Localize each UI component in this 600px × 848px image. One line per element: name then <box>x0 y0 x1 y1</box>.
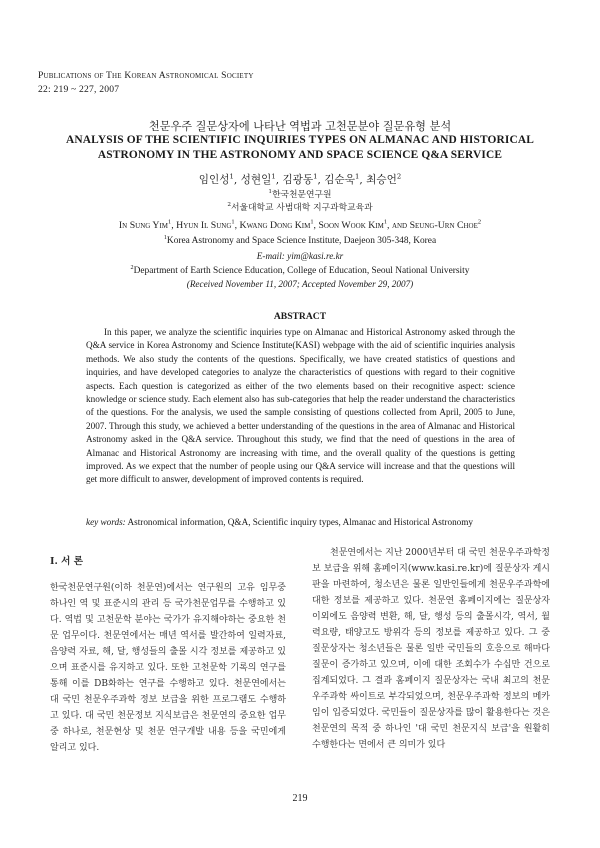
author-en: Hyun Il Sung <box>176 220 232 231</box>
email: E-mail: yim@kasi.re.kr <box>256 251 344 261</box>
author-ko: 최승언 <box>366 174 397 186</box>
author-sup: 2 <box>477 218 482 226</box>
author-ko: 성현일 <box>240 174 272 186</box>
author-sup: 1 <box>271 172 276 181</box>
affiliation-text: 한국천문연구원 <box>272 190 332 200</box>
body-paragraph: 천문연에서는 지난 2000년부터 대 국민 천문우주과학정보 보급을 위해 홈페이지(www.kasi.re.kr)에 질문상자 게시판을 마련하여, 청소년은 물론 일반인들에게 천문우주과학에 대한 정보를 제공하고 있다. 천문연 홈페이지에는 질문상자 이외에도 음양력 변환, 해, 달, 행성 등의 출몰시각, 역서, 월력요량, 태양고도 방위각 등의 정보를 제공하고 있다. 그 중 질문상자는 청소년들은 물론 일반 국민들의 호응으로 해마다 질문이 증가하고 있으며, 이에 대한 조회수가 수십만 건으로 집계되었다. 그 결과 홈페이지 질문상자는 국내 최고의 천문우주과학 싸이트로 부각되었으며, 천문우주과학 정보의 메카임이 입증되었다. 국민들이 질문상자를 많이 활용한다는 것은 천문연의 목적 중 하나인 '대 국민 천문지식 보급'을 원활히 수행한다는 면에서 큰 의미가 있다 <box>312 548 550 750</box>
author-en: Seung-Urn Choe <box>409 220 478 231</box>
affiliation-english-2 <box>0 266 600 276</box>
author-sup: 1 <box>229 172 234 181</box>
author-sup: 1 <box>231 218 235 226</box>
author-sup: 2 <box>396 172 402 181</box>
affiliation-text: 서울대학교 사범대학 지구과학교육과 <box>231 203 373 213</box>
author-ko: 김광동 <box>282 174 314 186</box>
abstract-heading: ABSTRACT <box>273 311 327 322</box>
keywords-label: key words: <box>86 517 126 527</box>
authors-korean: 임인성$^1$, 성현일$^1$, 김광동$^1$, 김순욱$^1$, 최승언$^2$ <box>198 172 402 186</box>
affiliation-korean-1 <box>0 187 600 200</box>
title-english-line-2: ASTRONOMY IN THE ASTRONOMY AND SPACE SCIENCE Q&A SERVICE <box>97 149 503 161</box>
author-ko: 김순욱 <box>324 174 355 186</box>
affiliation-text: Korea Astronomy and Space Science Institute, Daejeon 305-348, Korea <box>166 236 437 246</box>
keywords-text: Astronomical information, Q&A, Scientific inquiry types, Almanac and Historical Astronomy <box>127 517 474 527</box>
affiliation-sup: 2 <box>130 264 134 271</box>
authors-english: In Sung Yim$^1$, Hyun Il Sung$^1$, Kwang Dong Kim$^1$, Soon Wook Kim$^1$, and Seung-Urn Choe$^2$ <box>118 218 482 231</box>
journal-citation: 22: 219 ~ 227, 2007 <box>38 84 120 95</box>
author-sup: 1 <box>310 218 314 226</box>
journal-name: Publications of The Korean Astronomical Society <box>38 70 254 81</box>
right-column <box>312 545 550 753</box>
author-sup: 1 <box>168 218 172 226</box>
affiliation-sup: 2 <box>227 202 232 209</box>
abstract-text: In this paper, we analyze the scientific inquiries type on Almanac and Historical Astronomy asked through the Q&A service in Korea Astronomy and Science Institute(KASI) webpage with the aid of scientific inquiries analysis methods. We also study the contents of the questions. Specifically, we have created statistics of questions and inquiries, and have developed categories to analyze the characteristics of questions with regard to their cognitive aspects. Each question is categorized as either of the two elements based on their recognitive aspect: science knowledge or science study. Each element also has sub-categories that help the reader understand the characteristics of the questions. For the analysis, we used the sample consisting of questions collected from April, 2005 to June, 2007. Through this study, we achieved a better understanding of the questions in the area of Almanac and Historical Astronomy asked in the Q&A service. Throughout this study, we find that the need of questions in the area of Almanac and Historical Astronomy are increasing with time, and the overall quality of the questions is getting improved. As we expect that the number of people using our Q&A service will increase and that the questions will get more difficult to answer, development of improved contents is required. <box>86 327 515 485</box>
affiliation-text: Department of Earth Science Education, College of Education, Seoul National University <box>133 266 470 276</box>
affiliation-korean-2 <box>0 200 600 213</box>
author-sup: 1 <box>354 172 360 181</box>
author-en: In Sung Yim <box>118 220 169 231</box>
affiliation-english-1 <box>0 236 600 246</box>
affiliation-sup: 1 <box>268 189 273 196</box>
page-number: 219 <box>292 793 308 804</box>
author-sup: 1 <box>313 172 318 181</box>
section-heading: I. 서 론 <box>50 556 84 567</box>
author-ko: 임인성 <box>198 174 230 186</box>
left-column <box>50 545 286 756</box>
title-english-line-1: ANALYSIS OF THE SCIENTIFIC INQUIRIES TYPES ON ALMANAC AND HISTORICAL <box>66 134 534 146</box>
affiliation-sup: 1 <box>163 234 167 241</box>
author-sup: 1 <box>383 218 388 226</box>
author-conjunction: and <box>391 220 408 231</box>
journal-header <box>38 70 254 95</box>
keywords <box>86 517 526 527</box>
author-en: Kwang Dong Kim <box>239 220 311 231</box>
title-korean: 천문우주 질문상자에 나타난 역법과 고천문분야 질문유형 분석 <box>148 120 452 133</box>
author-en: Soon Wook Kim <box>318 220 384 231</box>
body-paragraph: 한국천문연구원(이하 천문연)에서는 연구원의 고유 임무중 하나인 역 및 표준시의 관리 등 국가천문업무를 수행하고 있다. 역법 및 고천문학 분야는 국가가 유지해야하는 중요한 천문 업무이다. 천문연에서는 매년 역서를 발간하여 일력자료, 음양력 자료, 해, 달, 행성들의 출몰 시각 정보를 제공하고 있으며 표준시를 유지하고 있다. 또한 고천문학 기록의 연구를 통해 이를 DB화하는 연구를 수행하고 있다. 천문연에서는 대 국민 천문우주과학 정보 보급을 위한 프로그램도 수행하고 있다. 대 국민 천문정보 지식보급은 천문연의 중요한 업무 중 하나로, 천문현상 및 천문 연구개발 내용 등을 국민에게 알리고 있다. <box>50 583 286 753</box>
received-dates: (Received November 11, 2007; Accepted November 29, 2007) <box>186 279 414 289</box>
